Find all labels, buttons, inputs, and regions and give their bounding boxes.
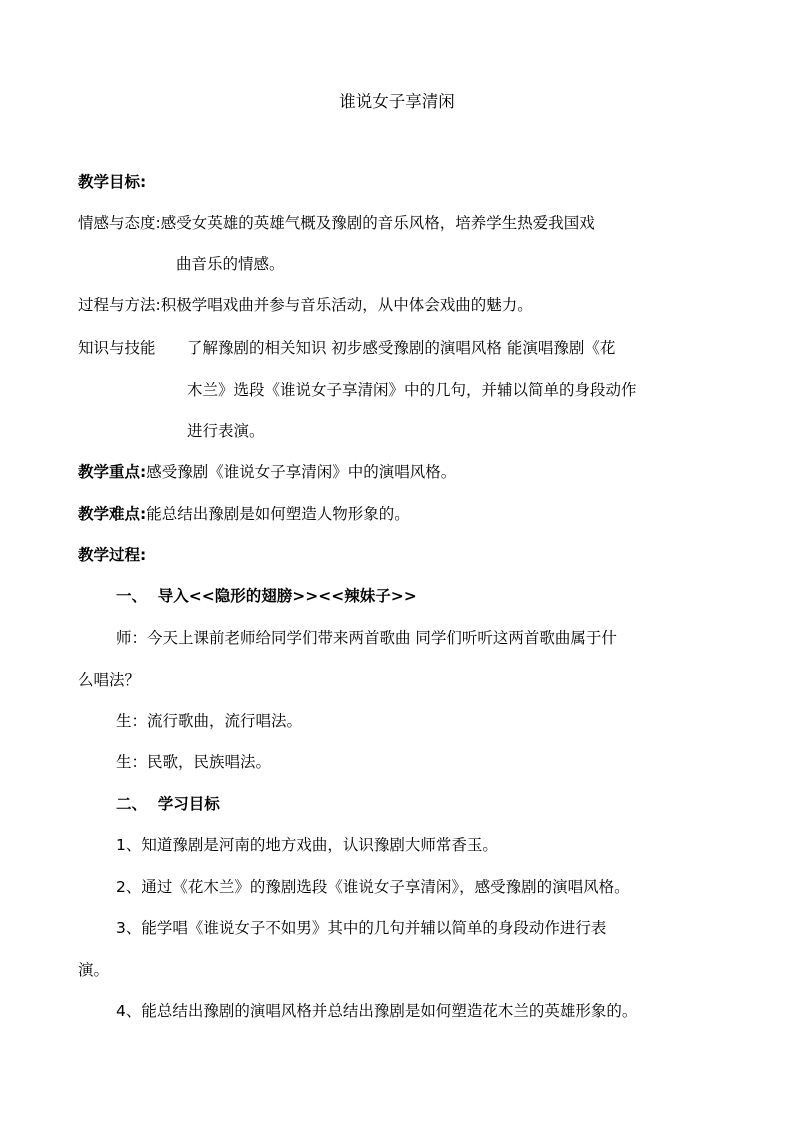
key-text: 感受豫剧《谁说女子享清闲》中的演唱风格。 <box>146 463 457 481</box>
goal-1: 1、知道豫剧是河南的地方戏曲，认识豫剧大师常香玉。 <box>116 836 498 854</box>
emotion-label: 情感与态度: <box>78 214 161 232</box>
difficulty-point <box>78 504 410 524</box>
section-1-heading: 一、 导入<<隐形的翅膀>><<辣妹子>> <box>116 587 417 605</box>
knowledge-text-line2: 木兰》选段《谁说女子享清闲》中的几句，并辅以简单的身段动作 <box>187 381 637 399</box>
teacher-line-1: 师：今天上课前老师给同学们带来两首歌曲 同学们听听这两首歌曲属于什 <box>116 629 617 647</box>
key-label: 教学重点: <box>78 463 147 481</box>
student-answer-1: 生：流行歌曲，流行唱法。 <box>116 712 303 730</box>
goal-2: 2、通过《花木兰》的豫剧选段《谁说女子享清闲》，感受豫剧的演唱风格。 <box>116 878 630 896</box>
key-point <box>78 462 456 482</box>
document-title: 谁说女子享清闲 <box>339 92 455 111</box>
process-objective <box>78 295 533 315</box>
emotion-objective <box>78 213 595 233</box>
knowledge-label: 知识与技能 <box>78 339 156 357</box>
process-label: 过程与方法: <box>78 296 161 314</box>
difficulty-text: 能总结出豫剧是如何塑造人物形象的。 <box>146 505 410 523</box>
student-answer-2: 生：民歌，民族唱法。 <box>116 753 272 771</box>
process-text: 积极学唱戏曲并参与音乐活动，从中体会戏曲的魅力。 <box>160 296 533 314</box>
goal-3-line1: 3、能学唱《谁说女子不如男》其中的几句并辅以简单的身段动作进行表 <box>116 919 607 937</box>
emotion-text-line1: 感受女英雄的英雄气概及豫剧的音乐风格，培养学生热爱我国戏 <box>160 214 595 232</box>
process-heading: 教学过程: <box>78 546 147 564</box>
objectives-heading: 教学目标: <box>78 173 147 191</box>
teacher-line-2: 么唱法？ <box>78 671 141 689</box>
knowledge-text-line3: 进行表演。 <box>187 422 265 440</box>
difficulty-label: 教学难点: <box>78 505 147 523</box>
emotion-text-line2: 曲音乐的情感。 <box>176 255 285 273</box>
goal-3-line2: 演。 <box>78 961 110 979</box>
goal-4: 4、能总结出豫剧的演唱风格并总结出豫剧是如何塑造花木兰的英雄形象的。 <box>116 1002 638 1020</box>
knowledge-text-line1: 了解豫剧的相关知识 初步感受豫剧的演唱风格 能演唱豫剧《花 <box>187 339 616 357</box>
section-2-heading: 二、 学习目标 <box>116 795 220 813</box>
